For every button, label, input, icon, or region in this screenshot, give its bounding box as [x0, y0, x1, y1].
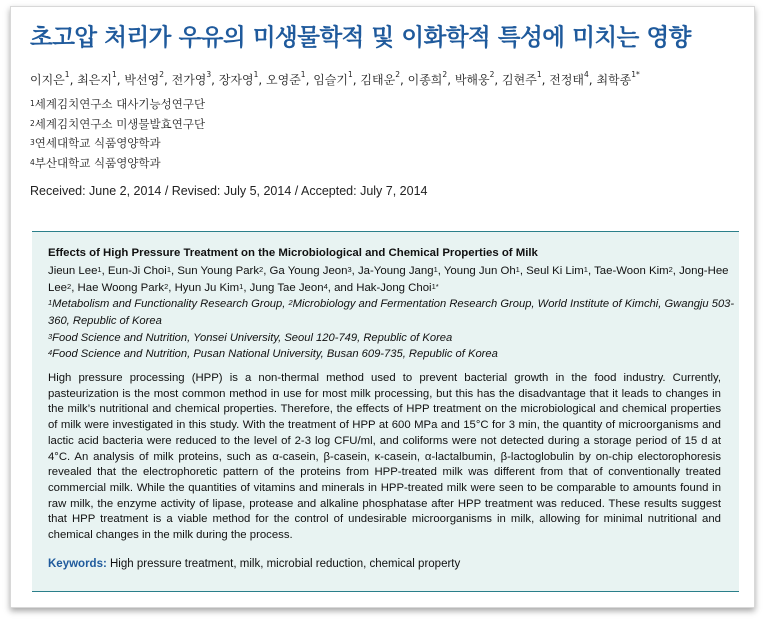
affiliation-marker: 1: [239, 281, 244, 291]
author-ko: [313, 70, 353, 87]
affiliation-en: [48, 330, 738, 347]
affiliation-marker: 2: [288, 298, 293, 307]
affiliation-marker: 1: [48, 298, 53, 307]
affiliation-ko: [30, 115, 205, 135]
affiliation-ko: [30, 154, 205, 174]
author-ko: [407, 70, 448, 87]
author-name: Young Jun Oh: [443, 265, 516, 277]
affiliation-marker: 1: [253, 70, 259, 79]
affiliation-marker: 1: [433, 265, 438, 274]
author-ko: [30, 70, 70, 87]
author-ko: [454, 70, 495, 87]
affiliation-marker: 2: [164, 281, 169, 291]
paper-title: 초고압 처리가 우유의 미생물학적 및 이화학적 특성에 미치는 영향: [30, 23, 691, 51]
affiliation-text: 연세대학교 식품영양학과: [34, 136, 161, 150]
affiliation-marker: 2: [395, 70, 400, 79]
author-name: Seul Ki Lim: [526, 265, 584, 277]
affiliation-marker: 1: [536, 70, 542, 79]
author-name: 최은지: [77, 73, 112, 87]
keywords-text: High pressure treatment, milk, microbial reduction, chemical property: [110, 558, 461, 570]
affiliation-text: 세계김치연구소 대사기능성연구단: [34, 97, 206, 111]
affiliation-ko: [30, 134, 205, 154]
keywords: [48, 558, 460, 570]
affiliation-marker: 1: [97, 265, 102, 274]
affiliation-text: Food Science and Nutrition, Yonsei University, Seoul 120-749, Republic of Korea: [52, 331, 453, 344]
author-ko: [218, 70, 259, 87]
affiliation-marker: 1: [583, 265, 588, 274]
author-name: 최학종: [596, 73, 632, 87]
author-ko: [549, 70, 589, 87]
author-en: [250, 282, 328, 294]
author-ko: [360, 70, 400, 87]
english-title: Effects of High Pressure Treatment on the Microbiological and Chemical Properties of Milk: [48, 247, 538, 259]
affiliation-marker: 3: [48, 331, 53, 341]
affiliation-marker: 2: [489, 70, 495, 79]
author-list-english: Jieun Lee$^1$, Eun-Ji Choi$^1$, Sun Young Park$^2$, Ga Young Jeon$^3$, Ja-Young Jang$^1$, Young Jun Oh$^1$, Seul Ki Lim$^1$, Tae-Woon Kim$^2$, Jong-Hee Lee$^2$, Hae Woong Park$^2$, Hyun Ju Kim$^1$, Jung Tae Jeon$^4$, and Hak-Jong Choi$^{1*}$: [48, 265, 729, 294]
author-en: [177, 265, 263, 277]
author-name: 전가영: [171, 73, 207, 87]
author-en: [78, 282, 169, 294]
author-en: [444, 265, 520, 277]
affiliation-ko: [30, 95, 205, 115]
author-name: Jong-Hee Lee: [48, 265, 729, 294]
author-en: [48, 265, 102, 277]
author-list-korean: 이지은$^1$, 최은지$^1$, 박선영$^2$, 전가영$^3$, 장자영$^1$, 오영준$^1$, 임슬기$^1$, 김태운$^2$, 이종희$^2$, 박해웅$^2$, 김현주$^1$, 전정태$^4$, 최학종$^{1*}$: [30, 70, 640, 87]
author-name: Sun Young Park: [177, 265, 260, 277]
affiliation-marker: 1: [30, 99, 35, 108]
author-en: [594, 265, 673, 277]
author-ko: [266, 70, 306, 87]
author-ko: [596, 70, 640, 87]
affiliation-marker: 4: [584, 70, 589, 79]
author-name: 박선영: [124, 73, 160, 87]
affiliation-marker: 1: [515, 265, 520, 274]
author-en: [334, 282, 439, 294]
affiliation-marker: 1: [300, 70, 306, 79]
affiliation-marker: 4: [30, 157, 35, 167]
author-ko: [124, 70, 164, 87]
author-name: and Hak-Jong Choi: [334, 281, 432, 294]
affiliation-marker: 2: [442, 70, 448, 79]
author-name: Tae-Woon Kim: [594, 265, 669, 277]
affiliation-text: 부산대학교 식품영양학과: [34, 155, 161, 170]
affiliation-marker: 4: [48, 348, 53, 358]
affiliation-marker: 1: [166, 265, 171, 274]
affiliation-marker: 2: [30, 118, 35, 128]
author-name: 전정태: [549, 73, 585, 87]
author-en: [358, 265, 438, 277]
affiliation-marker: 4: [323, 281, 328, 291]
affiliation-en: [48, 346, 738, 363]
author-name: Ga Young Jeon: [269, 265, 348, 277]
submission-dates: Received: June 2, 2014 / Revised: July 5, 2014 / Accepted: July 7, 2014: [30, 184, 428, 198]
affiliation-marker: 2: [668, 265, 673, 274]
affiliation-text: 세계김치연구소 미생물발효연구단: [34, 116, 206, 131]
author-ko: [502, 70, 542, 87]
affiliation-marker: 1: [64, 70, 70, 79]
abstract-body: High pressure processing (HPP) is a non-thermal method used to prevent bacterial growth in the food industry. Currently, pasteurization is the most common method in use for most milk processing, but this has the disadvantage that it leads to changes in the milk’s nutritional and chemical properties. Therefore, the effects of HPP treatment on the microbiological and chemical properties of milk were investigated in this study. With the treatment of HPP at 600 MPa and 15°C for 3 min, the quantity of microorganisms and lactic acid bacteria were reduced to the level of 2-3 log CFU/ml, and coliforms were not detected during a storage period of 15 d at 4°C. An analysis of milk proteins, such as α-casein, β-casein, κ-casein, α-lactalbumin, β-lactoglobulin by on-chip electorophoresis revealed that the electrophoretic pattern of the proteins from HPP-treated milk was different from that of conventionally treated commercial milk. While the quantities of vitamins and minerals in HPP-treated milk were seen to be comparable to amounts found in raw milk, the enzyme activity of lipase, protease and alkaline phosphatase after HPP treatment was reduced. These results suggest that HPP treatment is a viable method for the control of undesirable microorganisms in milk, allowing for minimal nutritional and chemical changes in the milk during the process.: [48, 372, 721, 542]
author-en: [108, 265, 171, 277]
author-name: Jieun Lee: [48, 265, 98, 277]
affiliation-marker: 1*: [631, 70, 640, 79]
affiliation-en: [48, 296, 738, 330]
author-name: 이지은: [30, 73, 65, 87]
author-name: Ja-Young Jang: [357, 265, 434, 277]
affiliation-text: Food Science and Nutrition, Pusan National University, Busan 609-735, Republic of Korea: [52, 348, 498, 361]
author-name: 김태운: [360, 73, 396, 87]
author-en: [270, 265, 352, 277]
author-name: 오영준: [266, 73, 301, 87]
author-name: Hae Woong Park: [77, 281, 165, 294]
affiliation-marker: 1: [111, 70, 117, 79]
author-name: 이종희: [407, 73, 443, 87]
author-ko: [77, 70, 117, 87]
author-name: Jung Tae Jeon: [249, 281, 324, 294]
affiliation-marker: 2: [159, 70, 164, 79]
affiliation-text: Metabolism and Functionality Research Group,: [52, 298, 289, 310]
affiliation-marker: 1*: [431, 281, 439, 291]
author-name: 임슬기: [313, 73, 348, 87]
affiliation-list-korean: [30, 95, 205, 173]
author-en: [175, 282, 244, 294]
author-name: 김현주: [502, 73, 537, 87]
affiliation-marker: 2: [259, 265, 264, 274]
author-name: 박해웅: [454, 73, 490, 87]
author-en: [526, 265, 588, 277]
affiliation-marker: 1: [348, 70, 353, 79]
affiliation-marker: 3: [347, 265, 352, 274]
affiliation-text: Microbiology and Fermentation Research Group, World Institute of Kimchi, Gwangju 503-360, Republic of Korea: [48, 298, 735, 327]
author-name: 장자영: [218, 73, 254, 87]
author-ko: [171, 70, 212, 87]
affiliation-marker: 2: [67, 281, 72, 291]
abstract-box: [32, 231, 739, 592]
author-name: Eun-Ji Choi: [107, 265, 167, 277]
author-name: Hyun Ju Kim: [174, 281, 240, 294]
affiliation-list-english: [48, 296, 738, 363]
affiliation-marker: 3: [30, 138, 35, 147]
affiliation-marker: 3: [206, 70, 212, 79]
keywords-label: Keywords:: [48, 558, 107, 570]
